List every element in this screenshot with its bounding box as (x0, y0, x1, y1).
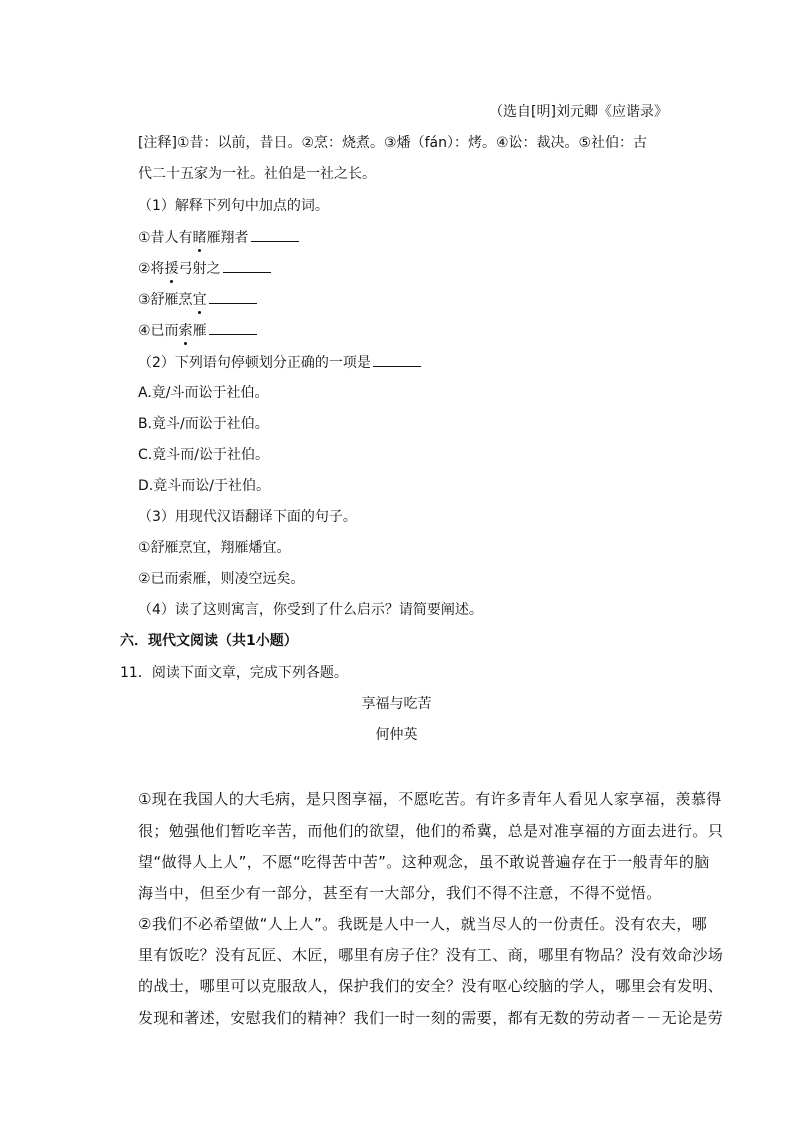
option-d: D.竟斗而讼/于社伯。 (138, 478, 270, 494)
answer-blank[interactable] (209, 289, 257, 304)
source-citation: （选自[明]刘元卿《应谐录》 (489, 104, 668, 120)
question-2-prompt (138, 352, 421, 373)
question-1-prompt: （1）解释下列句中加点的词。 (138, 198, 329, 214)
question-1-item (138, 289, 257, 310)
item-text-after: 雁翔者 (206, 230, 249, 246)
question-3-prompt: （3）用现代汉语翻译下面的句子。 (138, 509, 357, 525)
item-text-after: 弓射之 (178, 261, 221, 277)
answer-blank[interactable] (373, 352, 421, 367)
dotted-word: 索 (178, 323, 193, 339)
article-author: 何仲英 (375, 727, 418, 743)
article-line: 很；勉强他们暂吃辛苦，而他们的欲望，他们的希冀，总是对准享福的方面去进行。只 (138, 822, 724, 840)
dotted-word: 宜 (192, 292, 207, 308)
section-heading: 六．现代文阅读（共1小题） (120, 633, 298, 649)
dotted-word: 睹 (192, 230, 207, 246)
answer-blank[interactable] (209, 320, 257, 335)
question-11-prompt: 11．阅读下面文章，完成下列各题。 (120, 665, 348, 681)
article-line: 望“做得人上人”，不愿“吃得苦中苦”。这种观念，虽不敢说普遍存在于一般青年的脑 (138, 853, 710, 871)
option-c: C.竟斗而/讼于社伯。 (138, 447, 269, 463)
question-1-item (138, 258, 271, 279)
option-a: A.竟/斗而讼于社伯。 (138, 385, 269, 401)
annotation-line-2: 代二十五家为一社。社伯是一社之长。 (138, 166, 376, 182)
item-text-before: ③舒雁烹 (138, 292, 193, 308)
item-text-before: ④已而 (138, 323, 179, 339)
article-line: 的战士，哪里可以克服敌人，保护我们的安全？没有呕心绞脑的学人，哪里会有发明、 (138, 977, 724, 995)
question-4-prompt: （4）读了这则寓言，你受到了什么启示？请简要阐述。 (138, 602, 483, 618)
annotation-line-1: [注释]①昔：以前，昔日。②烹：烧煮。③燔（fán）：烤。④讼：裁决。⑤社伯：古 (138, 135, 648, 151)
item-text-before: ②将 (138, 261, 165, 277)
article-line: ①现在我国人的大毛病，是只图享福，不愿吃苦。有许多青年人看见人家享福，羡慕得 (138, 790, 722, 808)
item-text-before: ①昔人有 (138, 230, 193, 246)
question-3-item: ②已而索雁，则凌空远矣。 (138, 571, 305, 587)
article-line: 海当中，但至少有一部分，甚至有一大部分，我们不得不注意，不得不觉悟。 (138, 884, 662, 902)
question-1-item (138, 320, 257, 341)
article-line: 里有饭吃？没有瓦匠、木匠，哪里有房子住？没有工、商，哪里有物品？没有效命沙场 (138, 946, 724, 964)
item-text-after: 雁 (192, 323, 207, 339)
article-line: ②我们不必希望做“人上人”。我既是人中一人，就当尽人的一份责任。没有农夫，哪 (138, 915, 708, 933)
option-b: B.竟斗/而讼于社伯。 (138, 416, 269, 432)
question-1-item (138, 227, 299, 248)
prompt-text: （2）下列语句停顿划分正确的一项是 (138, 355, 371, 371)
question-3-item: ①舒雁烹宜，翔雁燔宜。 (138, 540, 291, 556)
article-line: 发现和著述，安慰我们的精神？我们一时一刻的需要，都有无数的劳动者－－无论是劳 (138, 1009, 724, 1027)
article-title: 享福与吃苦 (361, 696, 432, 712)
answer-blank[interactable] (251, 227, 299, 242)
answer-blank[interactable] (223, 258, 271, 273)
dotted-word: 援 (164, 261, 179, 277)
